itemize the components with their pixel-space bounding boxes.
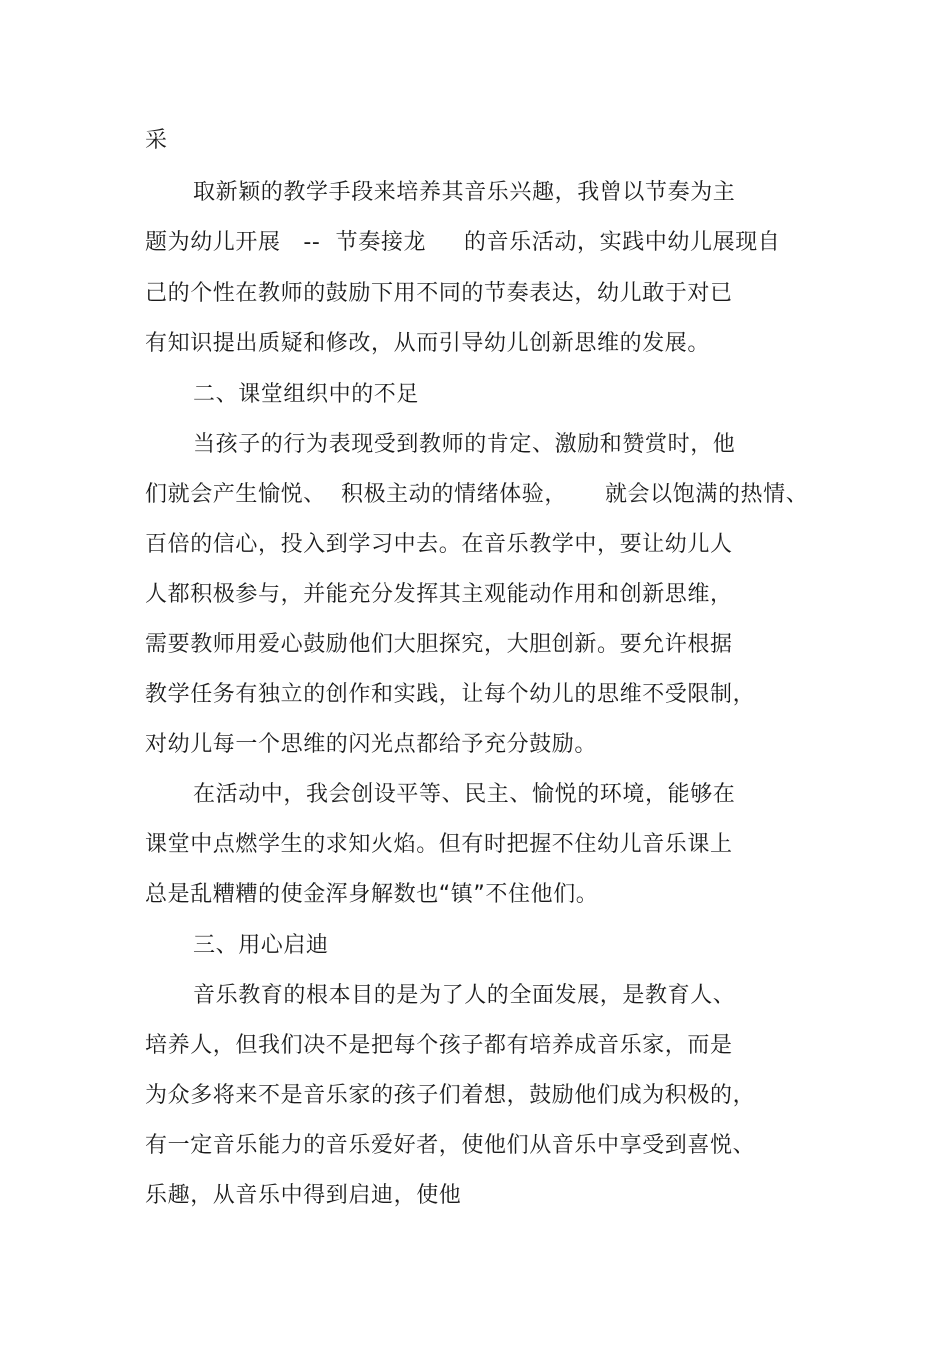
text-line: 课堂中点燃学生的求知火焰。但有时把握不住幼儿音乐课上: [145, 832, 733, 857]
text-line: 百倍的信心，投入到学习中去。在音乐教学中，要让幼儿人: [145, 532, 733, 557]
text-line: 对幼儿每一个思维的闪光点都给予充分鼓励。: [145, 732, 598, 757]
paragraph-first-line: 取新颖的教学手段来培养其音乐兴趣，我曾以节奏为主: [193, 180, 736, 205]
text-line: 为众多将来不是音乐家的孩子们着想，鼓励他们成为积极的，: [145, 1083, 756, 1108]
paragraph-first-line: 在活动中，我会创设平等、民主、愉悦的环境，能够在: [193, 782, 736, 807]
section-heading: 二、课堂组织中的不足: [193, 382, 420, 407]
text-line: 总是乱糟糟的使金浑身解数也“镇”不住他们。: [145, 882, 599, 907]
text-line: 题为幼儿开展 -- 节奏接龙 的音乐活动，实践中幼儿展现自: [145, 230, 781, 255]
paragraph-first-line: 音乐教育的根本目的是为了人的全面发展，是教育人、: [193, 983, 736, 1008]
text-line: 采: [145, 128, 168, 153]
text-line: 教学任务有独立的创作和实践，让每个幼儿的思维不受限制，: [145, 682, 756, 707]
text-line: 乐趣，从音乐中得到启迪，使他: [145, 1183, 462, 1208]
text-line: 有一定音乐能力的音乐爱好者，使他们从音乐中享受到喜悦、: [145, 1133, 756, 1158]
text-line: 有知识提出质疑和修改，从而引导幼儿创新思维的发展。: [145, 331, 711, 356]
text-line: 需要教师用爱心鼓励他们大胆探究，大胆创新。要允许根据: [145, 632, 733, 657]
text-line: 己的个性在教师的鼓励下用不同的节奏表达，幼儿敢于对已: [145, 281, 733, 306]
text-line: 们就会产生愉悦、 积极主动的情绪体验， 就会以饱满的热情、: [145, 482, 809, 507]
paragraph-first-line: 当孩子的行为表现受到教师的肯定、激励和赞赏时，他: [193, 432, 736, 457]
text-line: 人都积极参与，并能充分发挥其主观能动作用和创新思维，: [145, 582, 733, 607]
text-line: 培养人，但我们决不是把每个孩子都有培养成音乐家，而是: [145, 1033, 733, 1058]
section-heading: 三、用心启迪: [193, 933, 329, 958]
